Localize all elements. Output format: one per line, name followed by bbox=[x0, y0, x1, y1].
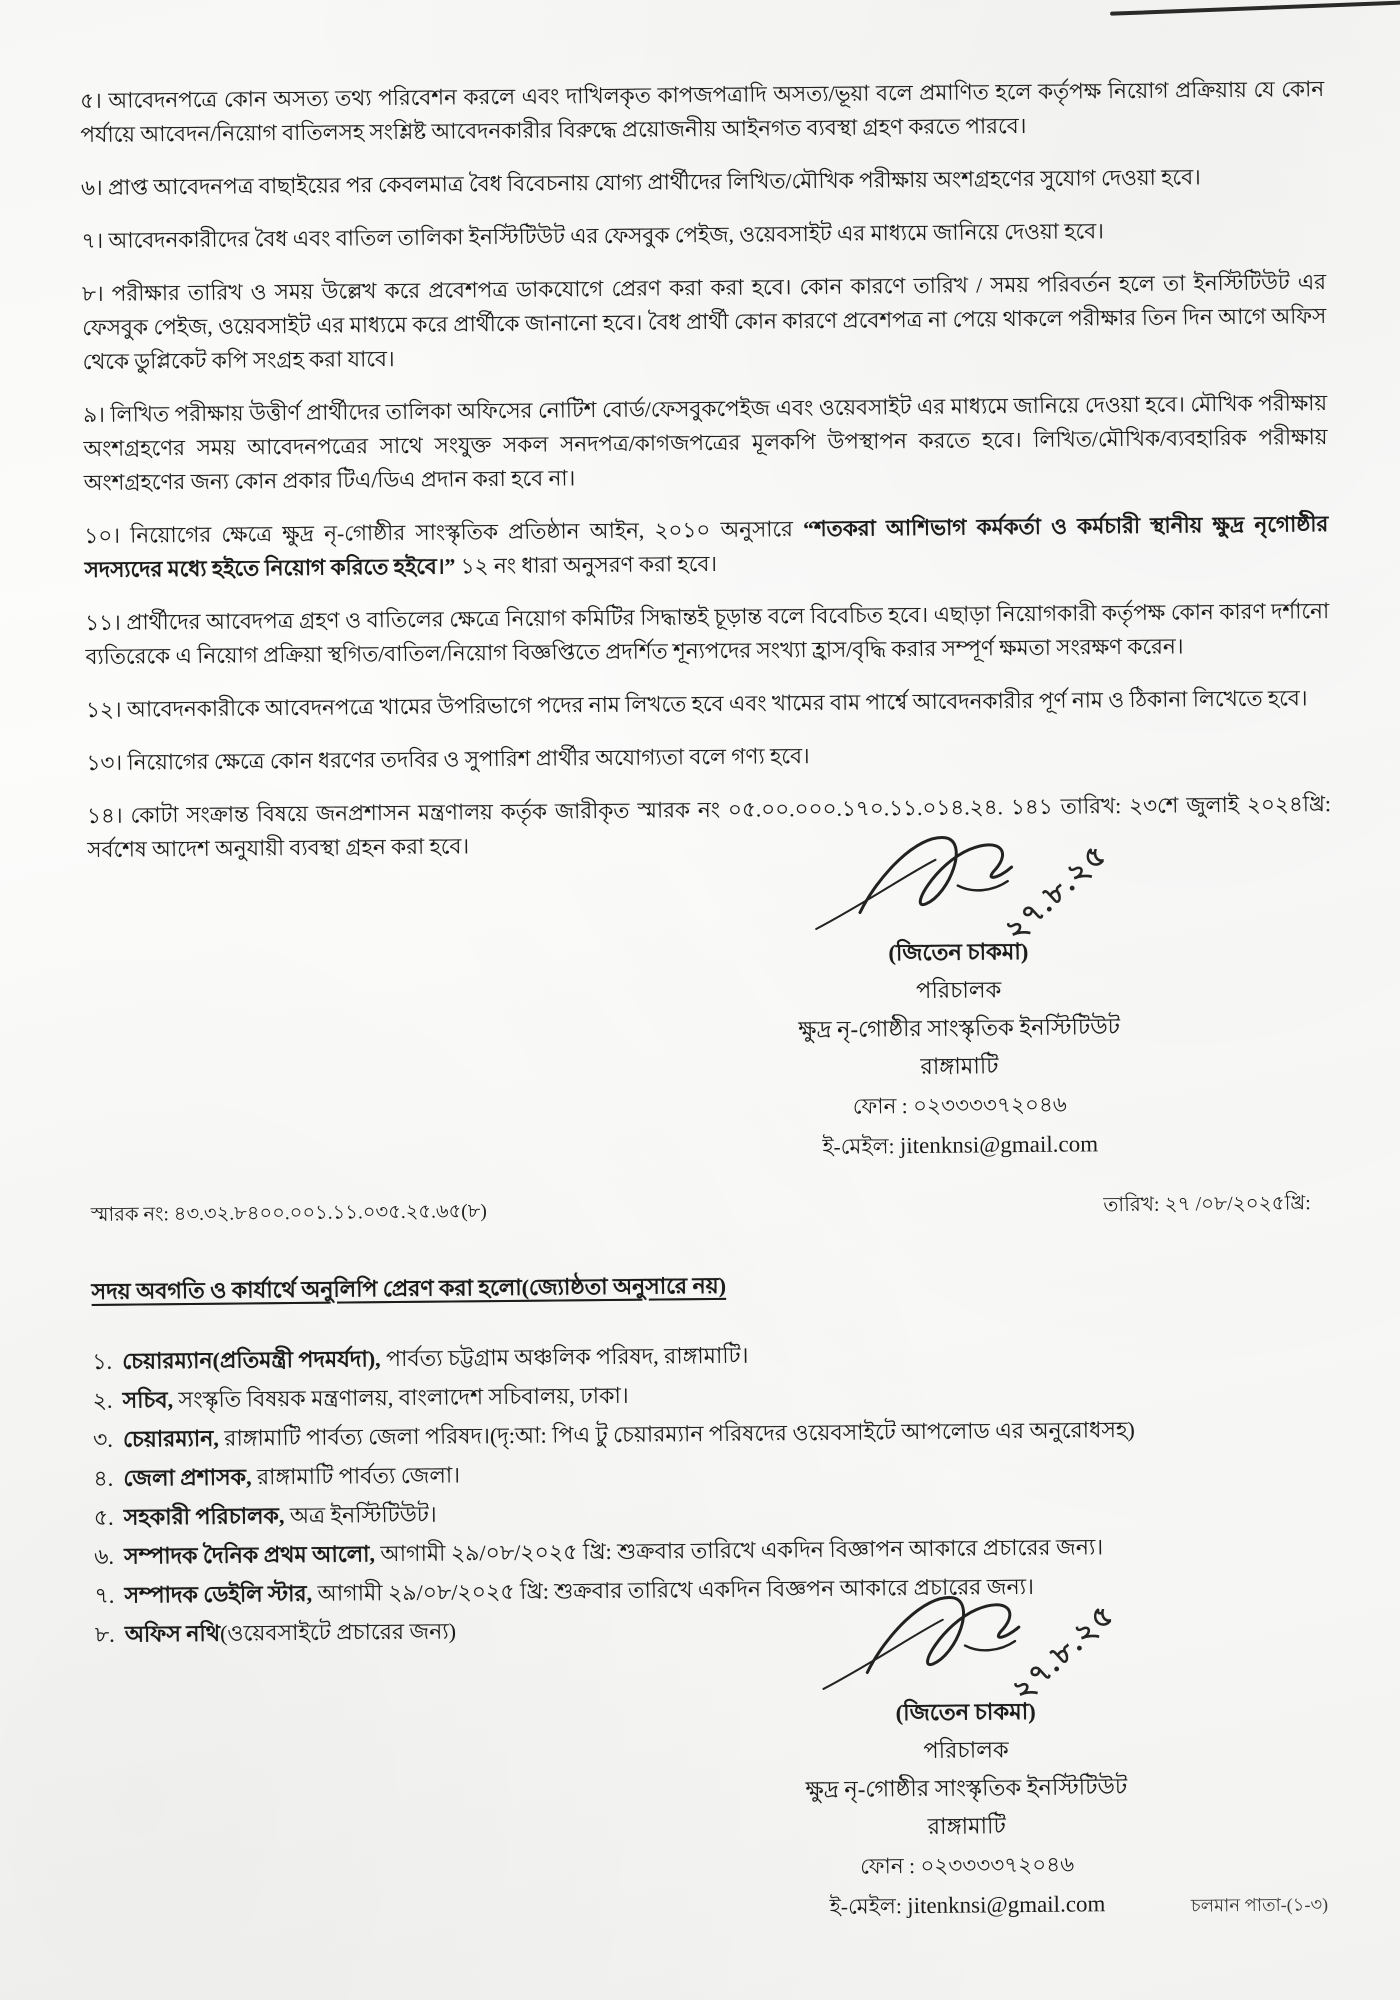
handwritten-signature-2 bbox=[784, 1574, 1145, 1708]
cc-item-number: ৮. bbox=[94, 1621, 115, 1647]
handwritten-date-1: ২৭.৮.২৫ bbox=[998, 837, 1114, 948]
signatory-phone: ফোন : ০২৩৩৩৩৭২০৪৬ bbox=[852, 1092, 1067, 1119]
terms-section bbox=[80, 72, 1331, 867]
term-item-6: ৬। প্রাপ্ত আবেদনপত্র বাছাইয়ের পর কেবলমাত্র বৈধ বিবেচনায় যোগ্য প্রার্থীদের লিখিত/মৌখিক পরীক্ষায় অংশগ্রহণের সুযোগ দেওয়া হবে। bbox=[80, 165, 1201, 200]
term-item-12: ১২। আবেদনকারীকে আবেদনপত্রে খামের উপরিভাগে পদের নাম লিখতে হবে এবং খামের বাম পার্শ্বে আবেদনকারীর পূর্ণ নাম ও ঠিকানা লিখেতে হবে। bbox=[85, 686, 1308, 722]
term-item-5: ৫। আবেদনপত্রে কোন অসত্য তথ্য পরিবেশন করলে এবং দাখিলকৃত কাপজপত্রাদি অসত্য/ভূয়া বলে প্রমাণিত হলে কর্তৃপক্ষ নিয়োগ প্রক্রিয়ায় যে কোন পর্যায়ে আবেদন/নিয়োগ বাতিলসহ সংশ্লিষ্ট আবেদনকারীর বিরুদ্ধে প্রয়োজনীয় আইনগত ব্যবস্থা গ্রহণ করতে পারবে। bbox=[80, 77, 1325, 147]
signatory-organization: ক্ষুদ্র নৃ-গোষ্ঠীর সাংস্কৃতিক ইনস্টিটিউট bbox=[798, 1014, 1121, 1043]
cc-item-number: ১. bbox=[92, 1348, 113, 1374]
handwritten-date-2: ২৭.৮.২৫ bbox=[1005, 1597, 1121, 1708]
cc-item-detail: রাঙ্গামাটি পার্বত্য জেলা। bbox=[251, 1462, 461, 1490]
term-item-8: ৮। পরীক্ষার তারিখ ও সময় উল্লেখ করে প্রবেশপত্র ডাকযোগে প্রেরণ করা করা হবে। কোন কারণে তারিখ / সময় পরিবর্তন হলে তা ইনস্টিটিউট এর ফেসবুক পেইজ, ওয়েবসাইট এর মাধ্যমে করে প্রার্থীকে জানানো হবে। বৈধ প্রার্থী কোন কারণে প্রবেশপত্র না পেয়ে থাকলে পরীক্ষার তিন দিন আগে অফিস থেকে ডুপ্লিকেট কপি সংগ্রহ করা যাবে। bbox=[81, 270, 1327, 374]
cc-item-recipient: সচিব, bbox=[122, 1387, 174, 1413]
scanner-edge-artifact bbox=[1110, 0, 1400, 16]
signature-block-2 bbox=[704, 1573, 1227, 1928]
signatory-name: (জিতেন চাকমা) bbox=[888, 938, 1029, 966]
signatory-location: রাঙ্গামাটি bbox=[927, 1813, 1006, 1839]
cc-item-recipient: সহকারী পরিচালক, bbox=[123, 1503, 285, 1530]
term-item-10 bbox=[84, 507, 1329, 587]
signatory-title: পরিচালক bbox=[915, 977, 1002, 1004]
continuation-page-footer: চলমান পাতা-(১-৩) bbox=[1190, 1894, 1329, 1916]
cc-item-recipient: জেলা প্রশাসক, bbox=[123, 1464, 252, 1491]
cc-item-detail: (ওয়েবসাইটে প্রচারের জন্য) bbox=[219, 1618, 457, 1646]
cc-item-detail: পার্বত্য চট্টগ্রাম অঞ্চলিক পরিষদ, রাঙ্গামাটি। bbox=[380, 1342, 749, 1372]
term-item-13: ১৩। নিয়োগের ক্ষেত্রে কোন ধরণের তদবির ও সুপারিশ প্রার্থীর অযোগ্যতা বলে গণ্য হবে। bbox=[86, 744, 810, 775]
term-10-after: ১২ নং ধারা অনুসরণ করা হবে। bbox=[455, 551, 718, 579]
cc-item-recipient: সম্পাদক ডেইলি স্টার, bbox=[124, 1580, 313, 1608]
cc-item-number: ৫. bbox=[93, 1504, 114, 1530]
signatory-organization: ক্ষুদ্র নৃ-গোষ্ঠীর সাংস্কৃতিক ইনস্টিটিউট bbox=[805, 1774, 1128, 1803]
cc-item-recipient: অফিস নথি bbox=[124, 1620, 221, 1647]
signatory-email bbox=[700, 1123, 1220, 1168]
memo-number: স্মারক নং: ৪৩.৩২.৮৪০০.০০১.১১.০৩৫.২৫.৬৫(৮) bbox=[90, 1201, 487, 1226]
email-address: jitenknsi@gmail.com bbox=[907, 1891, 1106, 1919]
cc-heading: সদয় অবগতি ও কার্যার্থে অনুলিপি প্রেরণ করা হলো(জ্যোষ্ঠতা অনুসারে নয়) bbox=[91, 1272, 727, 1304]
memo-date: তারিখ: ২৭ /০৮/২০২৫খ্রি: bbox=[1103, 1192, 1311, 1217]
email-label: ই-মেইল: bbox=[822, 1134, 895, 1159]
term-item-7: ৭। আবেদনকারীদের বৈধ এবং বাতিল তালিকা ইনস্টিটিউট এর ফেসবুক পেইজ, ওয়েবসাইট এর মাধ্যমে জানিয়ে দেওয়া হবে। bbox=[81, 219, 1104, 253]
email-address: jitenknsi@gmail.com bbox=[899, 1131, 1099, 1159]
signatory-phone: ফোন : ০২৩৩৩৩৭২০৪৬ bbox=[860, 1852, 1075, 1879]
cc-item-detail: অত্র ইনস্টিটিউট। bbox=[284, 1501, 437, 1529]
term-10-before: ১০। নিয়োগের ক্ষেত্রে ক্ষুদ্র নৃ-গোষ্ঠীর সাংস্কৃতিক প্রতিষ্ঠান আইন, ২০১০ অনুসারে bbox=[84, 517, 804, 548]
cc-item-detail: রাঙ্গামাটি পার্বত্য জেলা পরিষদ।(দৃ:আ: পিএ টু চেয়ারম্যান পরিষদের ওয়েবসাইটে আপলোড এর অনুরোধসহ) bbox=[218, 1416, 1135, 1451]
cc-item-recipient: চেয়ারম্যান, bbox=[122, 1425, 219, 1452]
cc-item-number: ৪. bbox=[93, 1465, 114, 1491]
signatory-title: পরিচালক bbox=[923, 1737, 1009, 1763]
signatory-email bbox=[707, 1883, 1227, 1928]
cc-item-number: ৬. bbox=[94, 1543, 115, 1569]
document-body bbox=[80, 72, 1342, 1934]
cc-item-detail: আগামী ২৯/০৮/২০২৫ খ্রি: শুক্রবার তারিখে একদিন বিজ্ঞাপন আকারে প্রচারের জন্য। bbox=[374, 1534, 1104, 1567]
term-item-11: ১১। প্রার্থীদের আবেদপত্র গ্রহণ ও বাতিলের ক্ষেত্রে নিয়োগ কমিটির সিদ্ধান্তই চূড়ান্ত বলে বিবেচিত হবে। এছাড়া নিয়োগকারী কর্তৃপক্ষ কোন কারণ দর্শানো ব্যতিরেকে এ নিয়োগ প্রক্রিয়া স্থগিত/বাতিল/নিয়োগ বিজ্ঞপ্তিতে প্রদর্শিত শূন্যপদের সংখ্যা হ্রাস/বৃদ্ধি করার সম্পূর্ণ ক্ষমতা সংরক্ষণ করেন। bbox=[85, 599, 1330, 669]
cc-item-detail: সংস্কৃতি বিষয়ক মন্ত্রণালয়, বাংলাদেশ সচিবালয়, ঢাকা। bbox=[172, 1382, 629, 1413]
signature-block-1 bbox=[697, 813, 1220, 1168]
cc-item-detail: আগামী ২৯/০৮/২০২৫ খ্রি: শুক্রবার তারিখে একদিন বিজ্ঞপন আকারে প্রচারের জন্য। bbox=[311, 1573, 1035, 1606]
cc-item-recipient: চেয়ারম্যান(প্রতিমন্ত্রী পদমর্যদা), bbox=[122, 1346, 381, 1374]
term-item-14: ১৪। কোটা সংক্রান্ত বিষয়ে জনপ্রশাসন মন্ত্রণালয় কর্তৃক জারীকৃত স্মারক নং ০৫.০০.০০০.১৭০.১১.০১৪.২৪. ১৪১ তারিখ: ২৩শে জুলাই ২০২৪খ্রি: সর্বশেষ আদেশ অনুযায়ী ব্যবস্থা গ্রহন করা হবে। bbox=[86, 792, 1332, 862]
cc-item-number: ২. bbox=[92, 1387, 113, 1413]
cc-item-number: ৭. bbox=[94, 1582, 115, 1608]
term-10-quoted-bold: “শতকরা আশিভাগ কর্মকর্তা ও কর্মচারী স্থানীয় ক্ষুদ্র নৃগোষ্ঠীর সদস্যদের মধ্যে হইতে নিয়োগ করিতে হইবে।” bbox=[84, 512, 1329, 582]
signatory-location: রাঙ্গামাটি bbox=[920, 1053, 999, 1079]
handwritten-signature-1 bbox=[777, 814, 1138, 948]
email-label: ই-মেইল: bbox=[829, 1894, 902, 1919]
signatory-name: (জিতেন চাকমা) bbox=[895, 1698, 1036, 1726]
memo-row bbox=[91, 1188, 1335, 1233]
cc-item-recipient: সম্পাদক দৈনিক প্রথম আলো, bbox=[124, 1541, 376, 1569]
term-item-9: ৯। লিখিত পরীক্ষায় উত্তীর্ণ প্রার্থীদের তালিকা অফিসের নোটিশ বোর্ড/ফেসবুকপেইজ এবং ওয়েবসাইট এর মাধ্যমে জানিয়ে দেওয়া হবে। মৌখিক পরীক্ষায় অংশগ্রহণের সময় আবেদনপত্রের সাথে সংযুক্ত সকল সনদপত্র/কাগজপত্রের মূলকপি উপস্থাপন করতে হবে। লিখিত/মৌখিক/ব্যবহারিক পরীক্ষায় অংশগ্রহণের জন্য কোন প্রকার টিএ/ডিএ প্রদান করা হবে না। bbox=[83, 391, 1328, 495]
cc-item-number: ৩. bbox=[92, 1426, 113, 1452]
